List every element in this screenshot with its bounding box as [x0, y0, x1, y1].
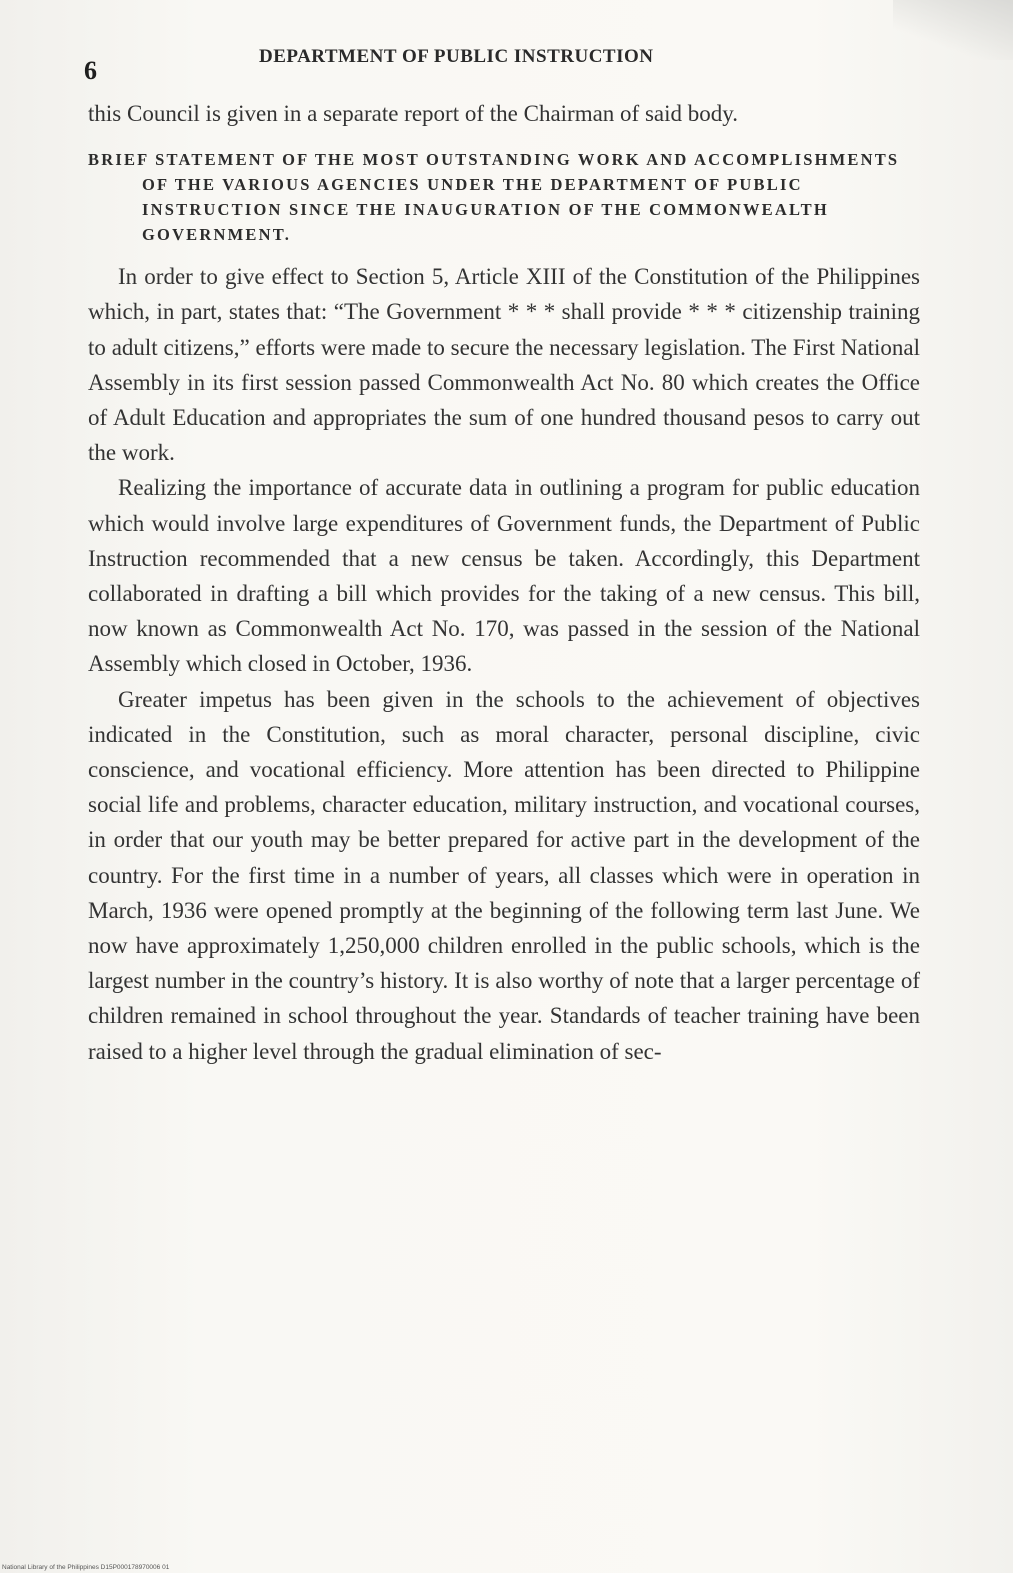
paragraph-census: Realizing the importance of accurate data in outlining a program for public education which would involve large expenditures of Government funds, the Department of Public Instruction recommended that a new census be taken. Accordingly, this Department collaborated in drafting a bill which provides for the taking of a new census. This bill, now known as Commonwealth Act No. 170, was passed in the session of the National Assembly which closed in October, 1936.	[88, 475, 920, 677]
running-head: DEPARTMENT OF PUBLIC INSTRUCTION	[259, 46, 654, 67]
paragraph-schools: Greater impetus has been given in the schools to the achievement of objectives indicated in the Constitution, such as moral character, personal discipline, civic conscience, and vocational efficiency. More attention has been directed to Philippine social life and problems, character education, military instruction, and vocational courses, in order that our youth may be better prepared for active part in the development of the country. For the first time in a number of years, all classes which were in operation in March, 1936 were opened promptly at the beginning of the following term last June. We now have approximately 1,250,000 children enrolled in the public schools, which is the largest number in the country’s history. It is also worthy of note that a larger percentage of children remained in school throughout the year. Standards of teacher training have been raised to a higher level through the gradual elimination of sec-	[88, 686, 920, 1064]
page-header	[84, 44, 914, 84]
paragraph-adult-education: In order to give effect to Section 5, Article XIII of the Constitution of the Philippines which, in part, states that: “The Government * * * shall provide * * * citizenship training to adult citizens,” efforts were made to secure the necessary legislation. The First National Assembly in its first session passed Commonwealth Act No. 80 which creates the Office of Adult Education and appropriates the sum of one hundred thousand pesos to carry out the work.	[88, 264, 920, 466]
body-text	[88, 96, 920, 1069]
archive-source-line: National Library of the Philippines D15P000178970006 01	[2, 1564, 170, 1571]
page-number: 6	[84, 56, 97, 85]
section-heading: BRIEF STATEMENT OF THE MOST OUTSTANDING WORK AND ACCOMPLISHMENTS OF THE VARIOUS AGENCIES UNDER THE DEPARTMENT OF PUBLIC INSTRUCTION SINCE THE INAUGURATION OF THE COMMONWEALTH GOVERNMENT.	[88, 150, 900, 245]
continued-paragraph: this Council is given in a separate report of the Chairman of said body.	[88, 101, 739, 126]
